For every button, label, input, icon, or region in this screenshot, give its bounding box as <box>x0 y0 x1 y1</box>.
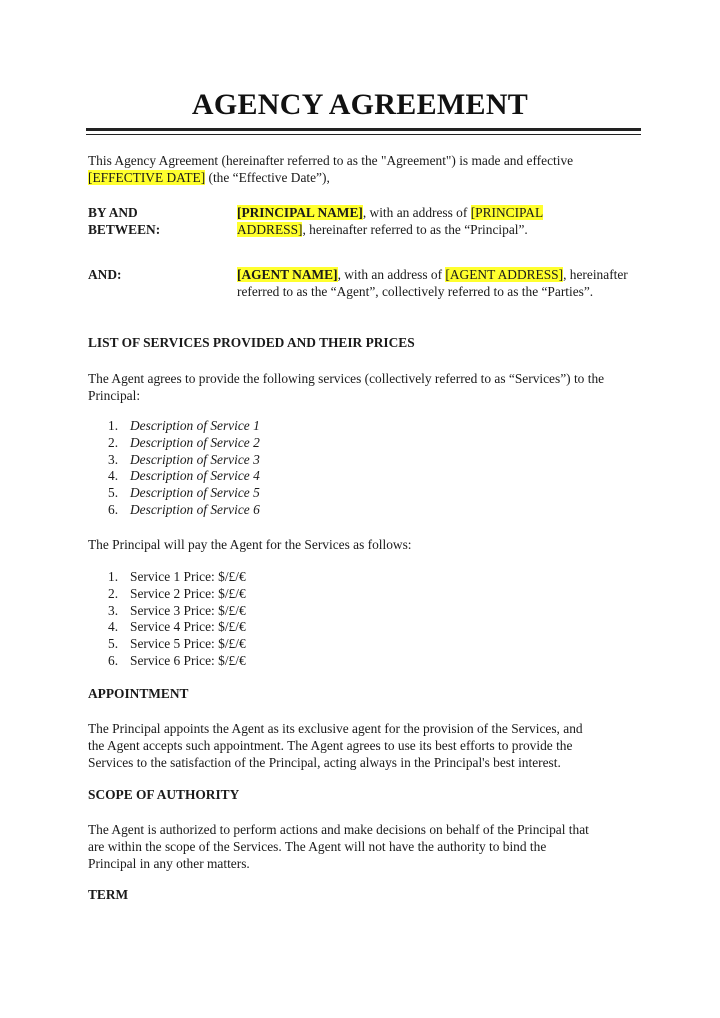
scope-line: The Agent is authorized to perform actions and make decisions on behalf of the Principal that <box>88 822 589 837</box>
agent-details <box>237 266 637 300</box>
pay-intro: The Principal will pay the Agent for the Services as follows: <box>88 537 412 552</box>
principal-address-placeholder: [PRINCIPAL ADDRESS] <box>237 205 544 237</box>
appointment-line: the Agent accepts such appointment. The Agent agrees to use its best efforts to provide the <box>88 738 573 753</box>
list-item: 4. Description of Service 4 <box>108 468 260 484</box>
principal-name-placeholder: [PRINCIPAL NAME] <box>237 205 363 220</box>
agent-name-placeholder: [AGENT NAME] <box>237 267 338 282</box>
agent-address-placeholder: [AGENT ADDRESS] <box>445 267 564 282</box>
list-item: 2. Description of Service 2 <box>108 434 260 450</box>
intro-line-2-tail: (the “Effective Date”), <box>205 170 330 185</box>
term-heading: TERM <box>88 887 129 902</box>
by-and-label: BY AND <box>88 205 138 220</box>
scope-heading: SCOPE OF AUTHORITY <box>88 787 240 802</box>
list-item: 1. Description of Service 1 <box>108 418 260 433</box>
title-rule-thin <box>86 134 641 135</box>
principal-tail: , hereinafter referred to as the “Principal”. <box>302 222 528 237</box>
list-item: 6. Description of Service 6 <box>108 501 260 517</box>
appointment-line: The Principal appoints the Agent as its exclusive agent for the provision of the Services, and <box>88 721 583 736</box>
scope-paragraph <box>88 821 648 872</box>
title-rule-thick <box>86 128 641 131</box>
principal-address-intro: , with an address of <box>362 205 471 220</box>
scope-line: are within the scope of the Services. The Agent will not have the authority to bind the <box>88 839 547 854</box>
list-item: 3. Service 3 Price: $/£/€ <box>108 602 246 618</box>
appointment-heading: APPOINTMENT <box>88 686 189 701</box>
list-item: 5. Description of Service 5 <box>108 485 260 501</box>
document-title: AGENCY AGREEMENT <box>191 88 529 121</box>
appointment-paragraph <box>88 720 648 771</box>
list-item: 4. Service 4 Price: $/£/€ <box>108 619 246 635</box>
list-item: 6. Service 6 Price: $/£/€ <box>108 652 246 668</box>
services-list <box>108 418 260 519</box>
principal-details <box>237 204 587 238</box>
intro-line-1: This Agency Agreement (hereinafter referred to as the "Agreement") is made and effective <box>88 153 574 168</box>
list-item: 2. Service 2 Price: $/£/€ <box>108 585 246 601</box>
list-item: 3. Description of Service 3 <box>108 451 260 467</box>
effective-date-placeholder: [EFFECTIVE DATE] <box>88 170 206 185</box>
agent-tail: , hereinafter referred to as the “Agent”, collectively referred to as the “Parties”. <box>237 267 628 299</box>
prices-list <box>108 569 246 670</box>
intro-paragraph <box>88 152 648 186</box>
by-and-between-label <box>88 204 218 238</box>
services-intro: The Agent agrees to provide the following services (collectively referred to as “Services”) to the Principal: <box>88 371 605 403</box>
list-item: 5. Service 5 Price: $/£/€ <box>108 636 246 652</box>
intro-line-2 <box>88 169 648 186</box>
appointment-line: Services to the satisfaction of the Principal, acting always in the Principal's best interest. <box>88 755 561 770</box>
services-heading: LIST OF SERVICES PROVIDED AND THEIR PRICES <box>88 335 415 350</box>
list-item: 1. Service 1 Price: $/£/€ <box>108 569 246 584</box>
between-label: BETWEEN: <box>88 222 161 237</box>
and-label: AND: <box>88 267 122 282</box>
agent-address-intro: , with an address of <box>337 267 446 282</box>
scope-line: Principal in any other matters. <box>88 856 250 871</box>
